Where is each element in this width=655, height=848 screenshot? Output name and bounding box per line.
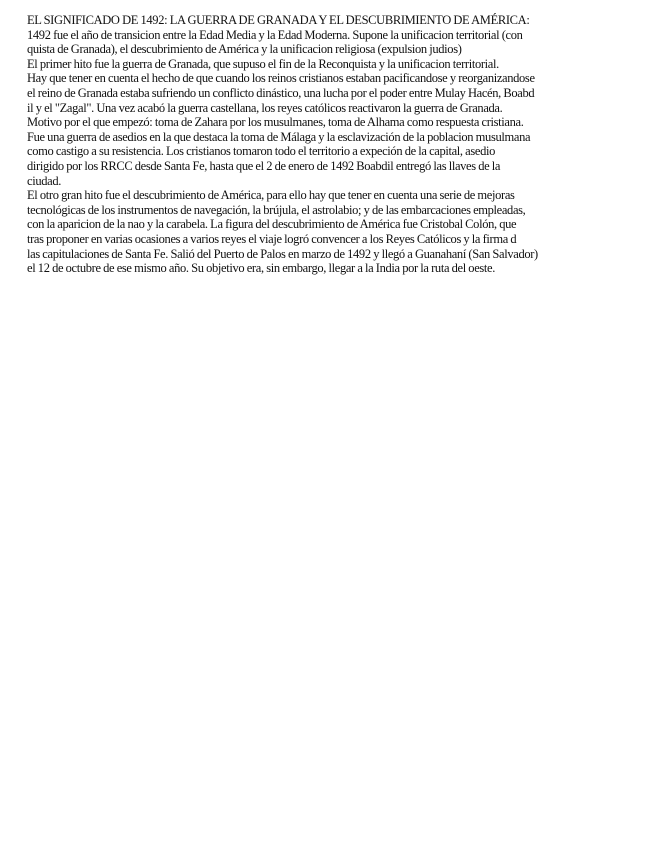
text-line: ciudad. (27, 173, 61, 188)
text-line: El primer hito fue la guerra de Granada, que supuso el fin de la Reconquista y la unificacion territorial. (27, 56, 499, 71)
text-line: El otro gran hito fue el descubrimiento de América, para ello hay que tener en cuenta una serie de mejoras (27, 188, 515, 203)
text-line: el 12 de octubre de ese mismo año. Su objetivo era, sin embargo, llegar a la India por la ruta del oeste. (27, 261, 496, 276)
text-line: como castigo a su resistencia. Los cristianos tomaron todo el territorio a expeción de la capital, asedio (27, 144, 496, 159)
text-line: tras proponer en varias ocasiones a varios reyes el viaje logró convencer a los Reyes Católicos y la firma d (27, 231, 517, 246)
text-line: 1492 fue el año de transicion entre la Edad Media y la Edad Moderna. Supone la unificacion territorial (con (27, 27, 523, 42)
text-line: dirigido por los RRCC desde Santa Fe, hasta que el 2 de enero de 1492 Boabdil entregó las llaves de la (27, 158, 501, 173)
text-line: Motivo por el que empezó: toma de Zahara por los musulmanes, toma de Alhama como respuesta cristiana. (27, 115, 524, 130)
text-line: Fue una guerra de asedios en la que destaca la toma de Málaga y la esclavización de la poblacion musulmana (27, 129, 531, 144)
text-line: el reino de Granada estaba sufriendo un conflicto dinástico, una lucha por el poder entre Mulay Hacén, Boabd (27, 85, 535, 100)
text-line: con la aparicion de la nao y la carabela. La figura del descubrimiento de América fue Cristobal Colón, que (27, 217, 517, 232)
text-line: Hay que tener en cuenta el hecho de que cuando los reinos cristianos estaban pacificandose y reorganizandose (27, 71, 535, 86)
document-title: EL SIGNIFICADO DE 1492: LA GUERRA DE GRANADA Y EL DESCUBRIMIENTO DE AMÉRICA: (27, 13, 530, 27)
text-line: il y el "Zagal". Una vez acabó la guerra castellana, los reyes católicos reactivaron la guerra de Granada. (27, 100, 503, 115)
text-line: tecnológicas de los instrumentos de navegación, la brújula, el astrolabio; y de las embarcaciones empleadas, (27, 202, 526, 217)
document-body (27, 13, 607, 276)
text-line: las capitulaciones de Santa Fe. Salió del Puerto de Palos en marzo de 1492 y llegó a Guanahaní (San Salvador) (27, 246, 538, 261)
text-line: quista de Granada), el descubrimiento de América y la unificacion religiosa (expulsion judios) (27, 42, 462, 57)
